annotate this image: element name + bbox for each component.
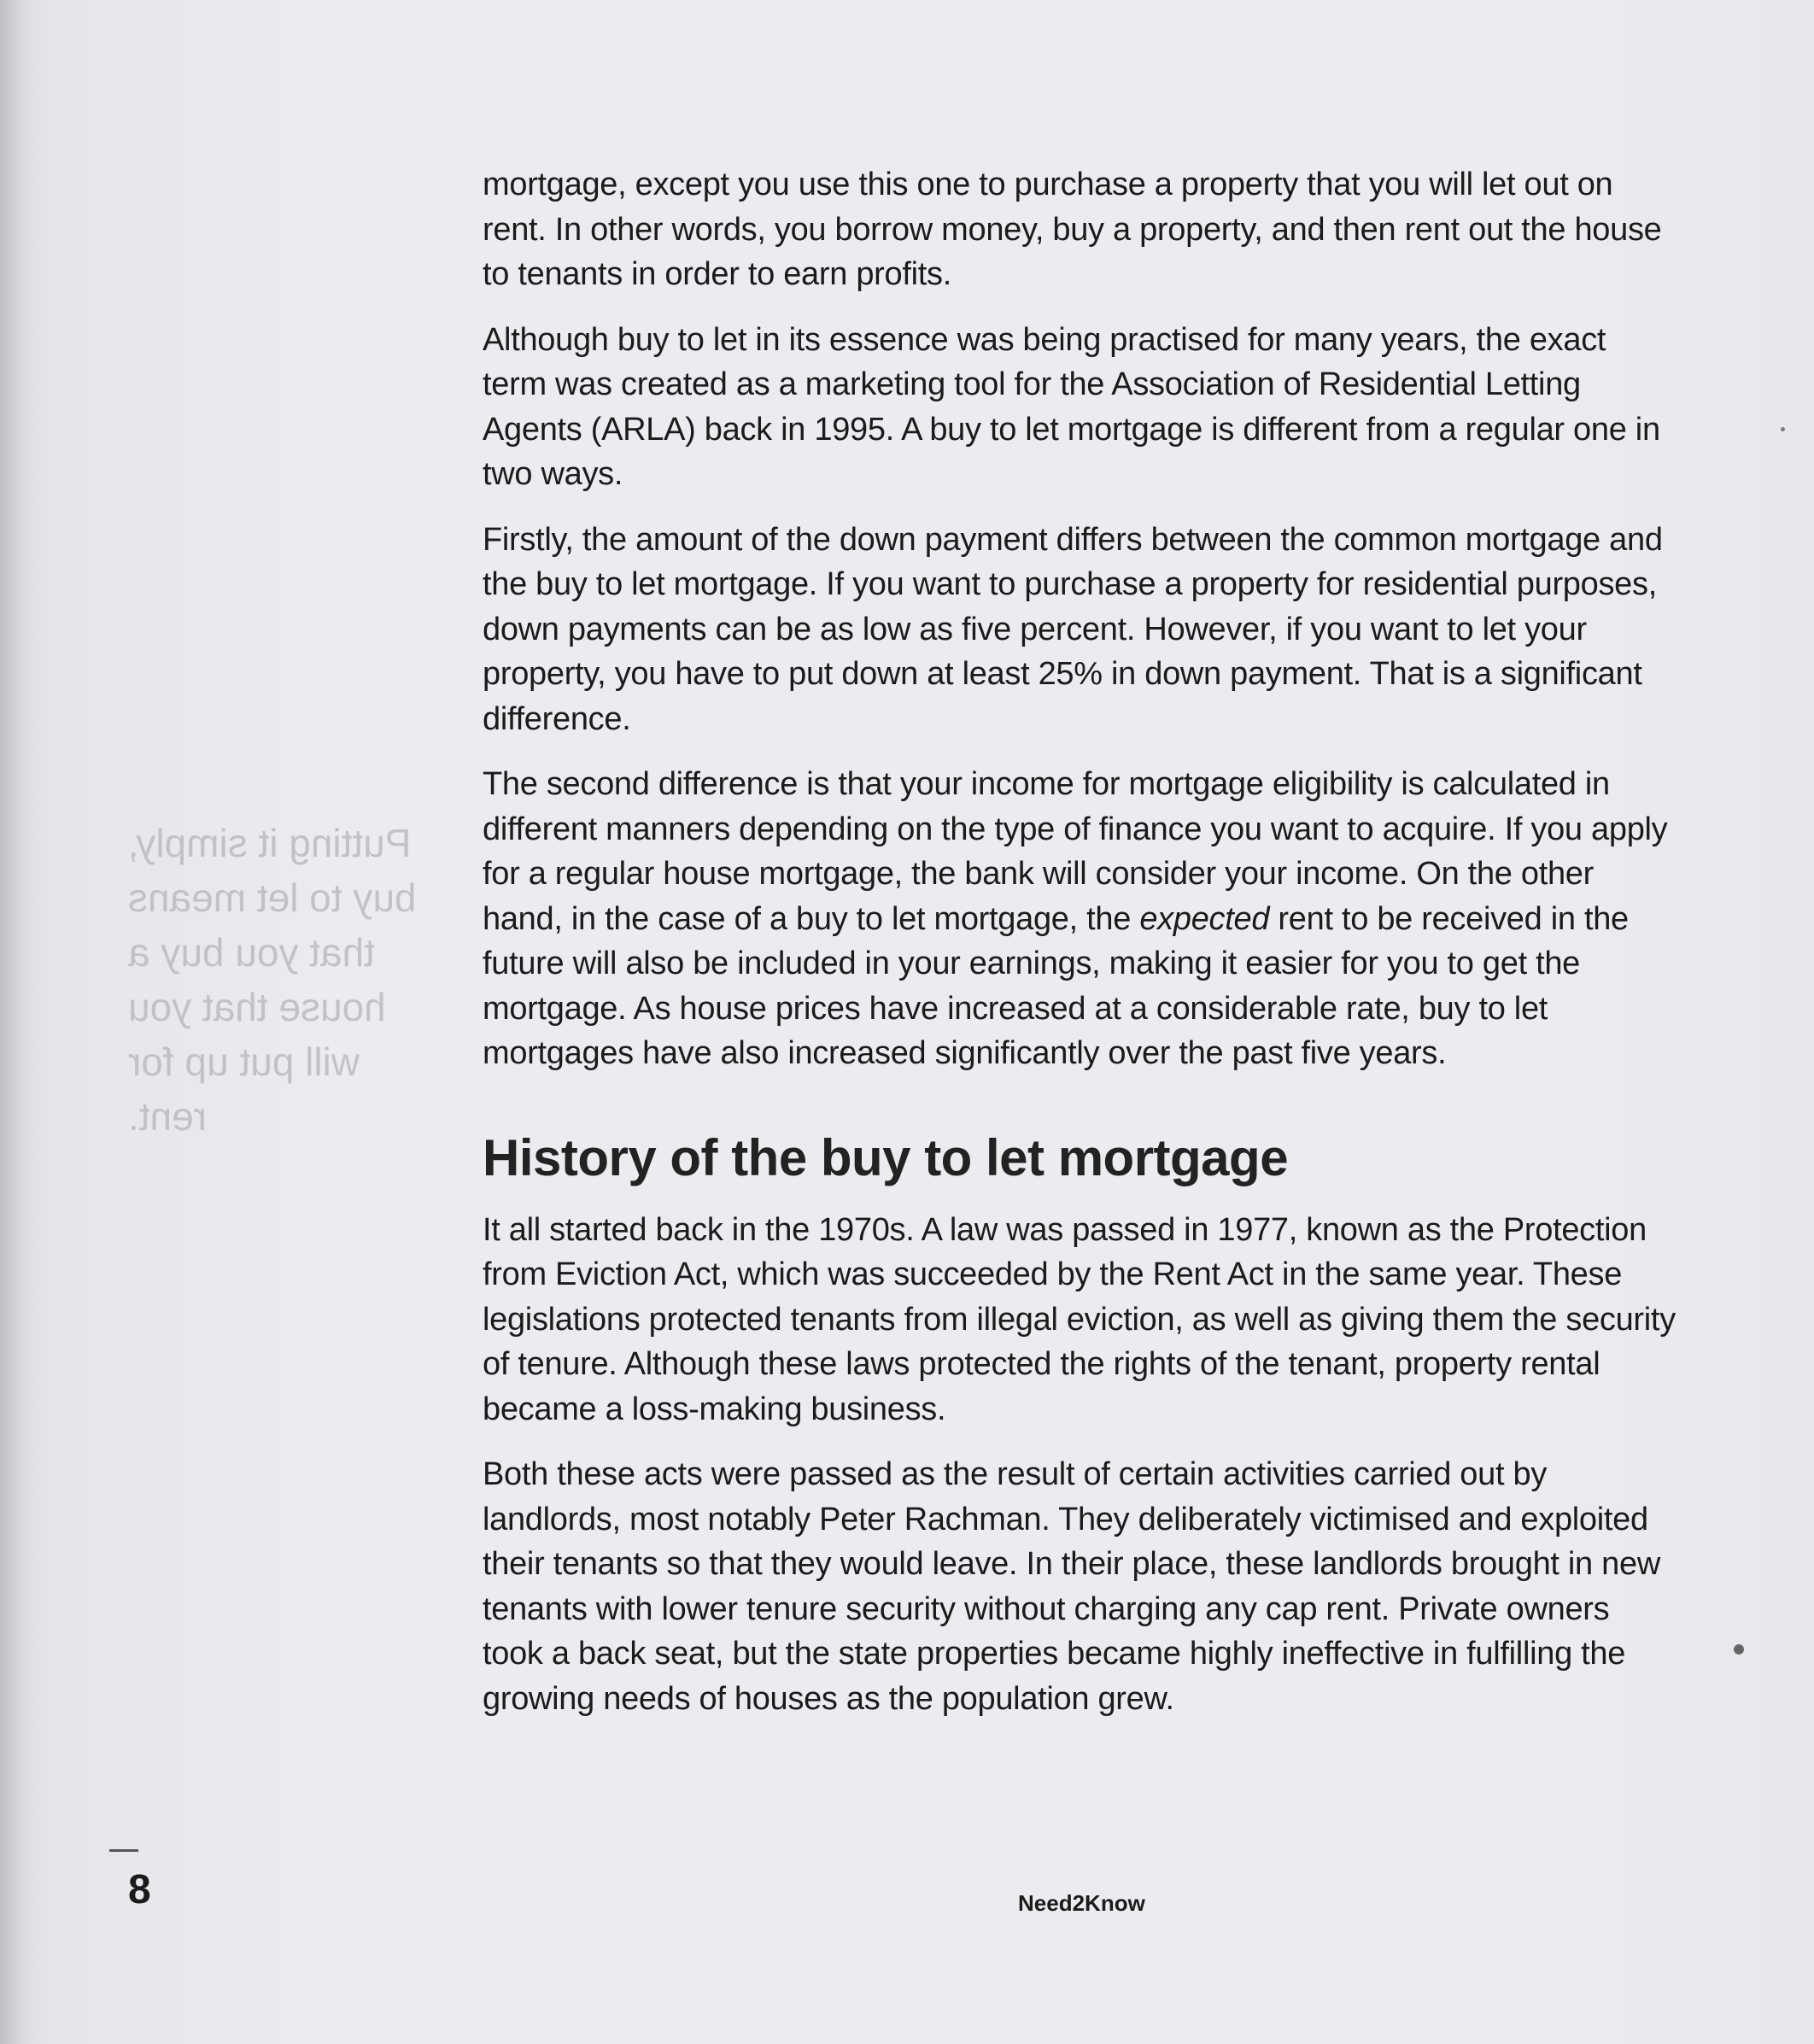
paragraph-1: mortgage, except you use this one to purchase a property that you will let out on rent. In other words, you borrow money, buy a property, and then rent out the house to tenants in order to earn profits. (483, 167, 1662, 292)
show-through-quote: Putting it simply, buy to let means that you buy a house that you will put up for rent. (128, 821, 417, 1139)
paragraph-5: It all started back in the 1970s. A law was passed in 1977, known as the Protection from Eviction Act, which was succeeded by the Rent Act in the same year. These legislations protected tenants from illegal eviction, as well as giving them the security of tenure. Although these laws protected the rights of the tenant, property rental became a loss-making business. (483, 1211, 1676, 1427)
paragraph-3: Firstly, the amount of the down payment differs between the common mortgage and the buy to let mortgage. If you want to purchase a property for residential purposes, down payments can be as low as five percent. However, if you want to let your property, you have to put down at least 25% in down payment. That is a significant difference. (483, 521, 1663, 737)
page-number-rule (109, 1849, 138, 1852)
footer-brand: Need2Know (1018, 1890, 1145, 1916)
paragraph-4-start: The second difference is that your income for mortgage eligibility is calculated in different manners depending on the type of finance you want to acquire. If you apply for a regular house mortgage, the bank will consider your income. On the other hand, in the case of a buy to let mortgage, the (483, 766, 1668, 937)
paragraph-6: Both these acts were passed as the result of certain activities carried out by landlords, most notably Peter Rachman. They deliberately victimised and exploited their tenants so that they would leave. In their place, these landlords brought in new tenants with lower tenure security without charging any cap rent. Private owners took a back seat, but the state properties became highly ineffective in fulfilling the growing needs of houses as the population grew. (483, 1456, 1660, 1717)
dust-speck (1781, 427, 1785, 431)
paragraph-4 (483, 762, 1678, 1076)
body-text (483, 162, 1678, 1742)
paragraph-4-emphasis: expected (1139, 900, 1270, 937)
paragraph-4-end: rent to be received in the future will also be included in your earnings, making it easier for you to get the mortgage. As house prices have increased at a considerable rate, buy to let mortgages have also increased significantly over the past five years. (483, 900, 1629, 1071)
paragraph-2: Although buy to let in its essence was being practised for many years, the exact term was created as a marketing tool for the Association of Residential Letting Agents (ARLA) back in 1995. A buy to let mortgage is different from a regular one in two ways. (483, 321, 1660, 492)
page-number: 8 (128, 1867, 151, 1912)
dust-speck (1734, 1644, 1744, 1655)
section-heading: History of the buy to let mortgage (483, 1128, 1289, 1186)
